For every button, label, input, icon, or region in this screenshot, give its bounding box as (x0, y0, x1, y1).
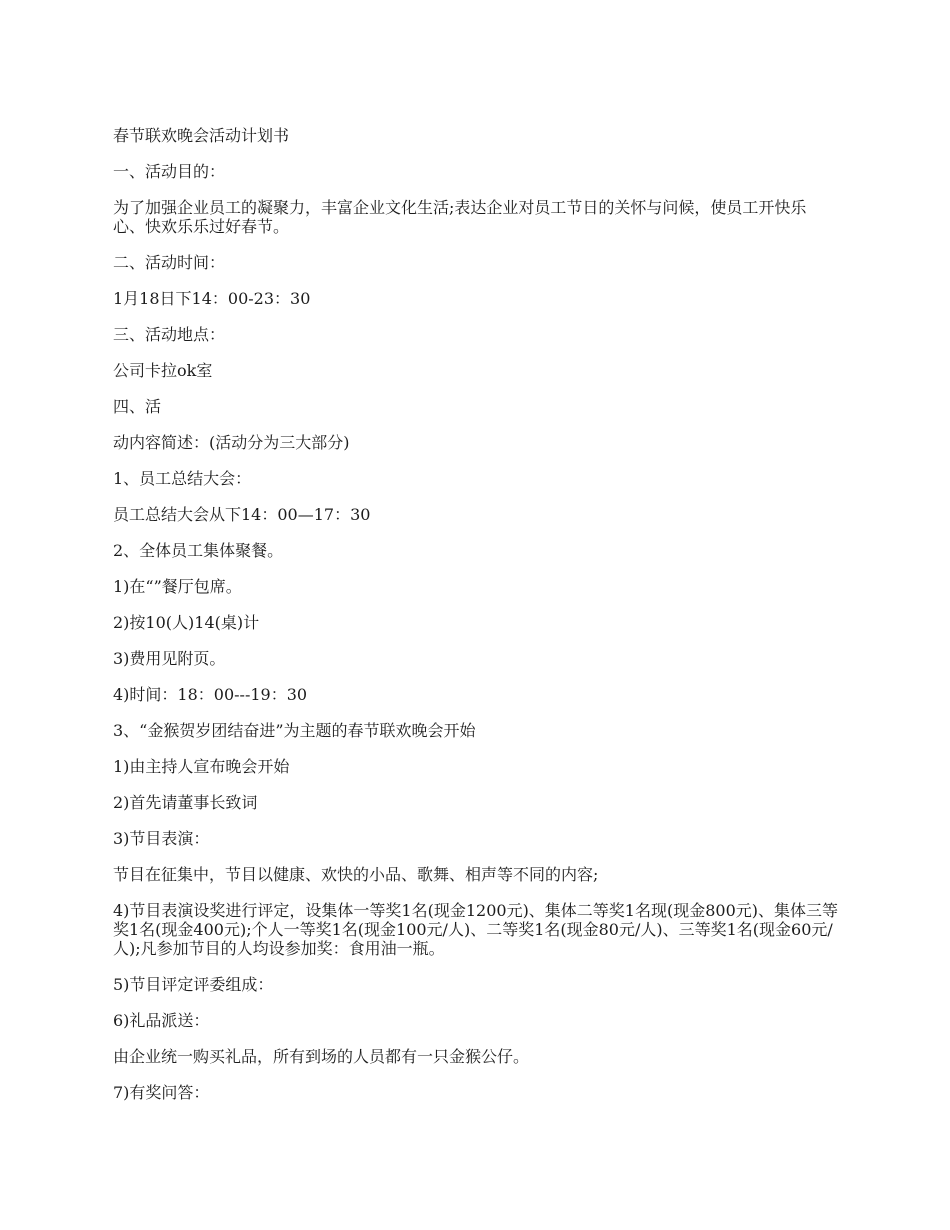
subsection-heading-dinner: 2、全体员工集体聚餐。 (113, 541, 284, 560)
paragraph-gifts: 由企业统一购买礼品，所有到场的人员都有一只金猴公仔。 (113, 1047, 530, 1066)
list-item-gala-3: 3)节目表演： (113, 829, 210, 848)
paragraph-purpose: 为了加强企业员工的凝聚力，丰富企业文化生活;表达企业对员工节日的关怀与问候，使员工开快乐心、快欢乐乐过好春节。 (113, 198, 807, 236)
list-item-gala-1: 1)由主持人宣布晚会开始 (113, 757, 290, 776)
paragraph-performances: 节目在征集中，节目以健康、欢快的小品、歌舞、相声等不同的内容; (113, 865, 599, 884)
section-heading-content-part2: 动内容简述：(活动分为三大部分) (113, 433, 350, 452)
section-heading-time: 二、活动时间： (113, 253, 226, 272)
list-item-gala-7: 7)有奖问答： (113, 1083, 210, 1102)
document-title: 春节联欢晚会活动计划书 (113, 126, 290, 145)
subsection-heading-gala: 3、“金猴贺岁团结奋进”为主题的春节联欢晚会开始 (113, 721, 476, 740)
subsection-heading-summary: 1、员工总结大会： (113, 469, 252, 488)
list-item-dinner-4: 4)时间：18：00---19：30 (113, 685, 308, 704)
section-heading-location: 三、活动地点： (113, 325, 226, 344)
section-heading-content-part1: 四、活 (113, 397, 162, 416)
section-heading-purpose: 一、活动目的： (113, 162, 226, 181)
list-item-dinner-3: 3)费用见附页。 (113, 649, 226, 668)
list-item-gala-4-awards: 4)节目表演设奖进行评定，设集体一等奖1名(现金1200元)、集体二等奖1名现(现金800元)、集体三等奖1名(现金400元);个人一等奖1名(现金100元/人)、二等奖1名(现金80元/人)、三等奖1名(现金60元/人);凡参加节目的人均设参加奖：食用油一瓶。 (113, 901, 839, 958)
paragraph-summary-time: 员工总结大会从下14：00—17：30 (113, 505, 371, 524)
document-body (113, 126, 838, 1119)
paragraph-time: 1月18日下14：00-23：30 (113, 289, 311, 308)
list-item-gala-6: 6)礼品派送： (113, 1011, 210, 1030)
list-item-dinner-2: 2)按10(人)14(桌)计 (113, 613, 260, 632)
list-item-gala-5: 5)节目评定评委组成： (113, 975, 274, 994)
list-item-dinner-1: 1)在“”餐厅包席。 (113, 577, 242, 596)
paragraph-location: 公司卡拉ok室 (113, 361, 213, 380)
list-item-gala-2: 2)首先请董事长致词 (113, 793, 258, 812)
